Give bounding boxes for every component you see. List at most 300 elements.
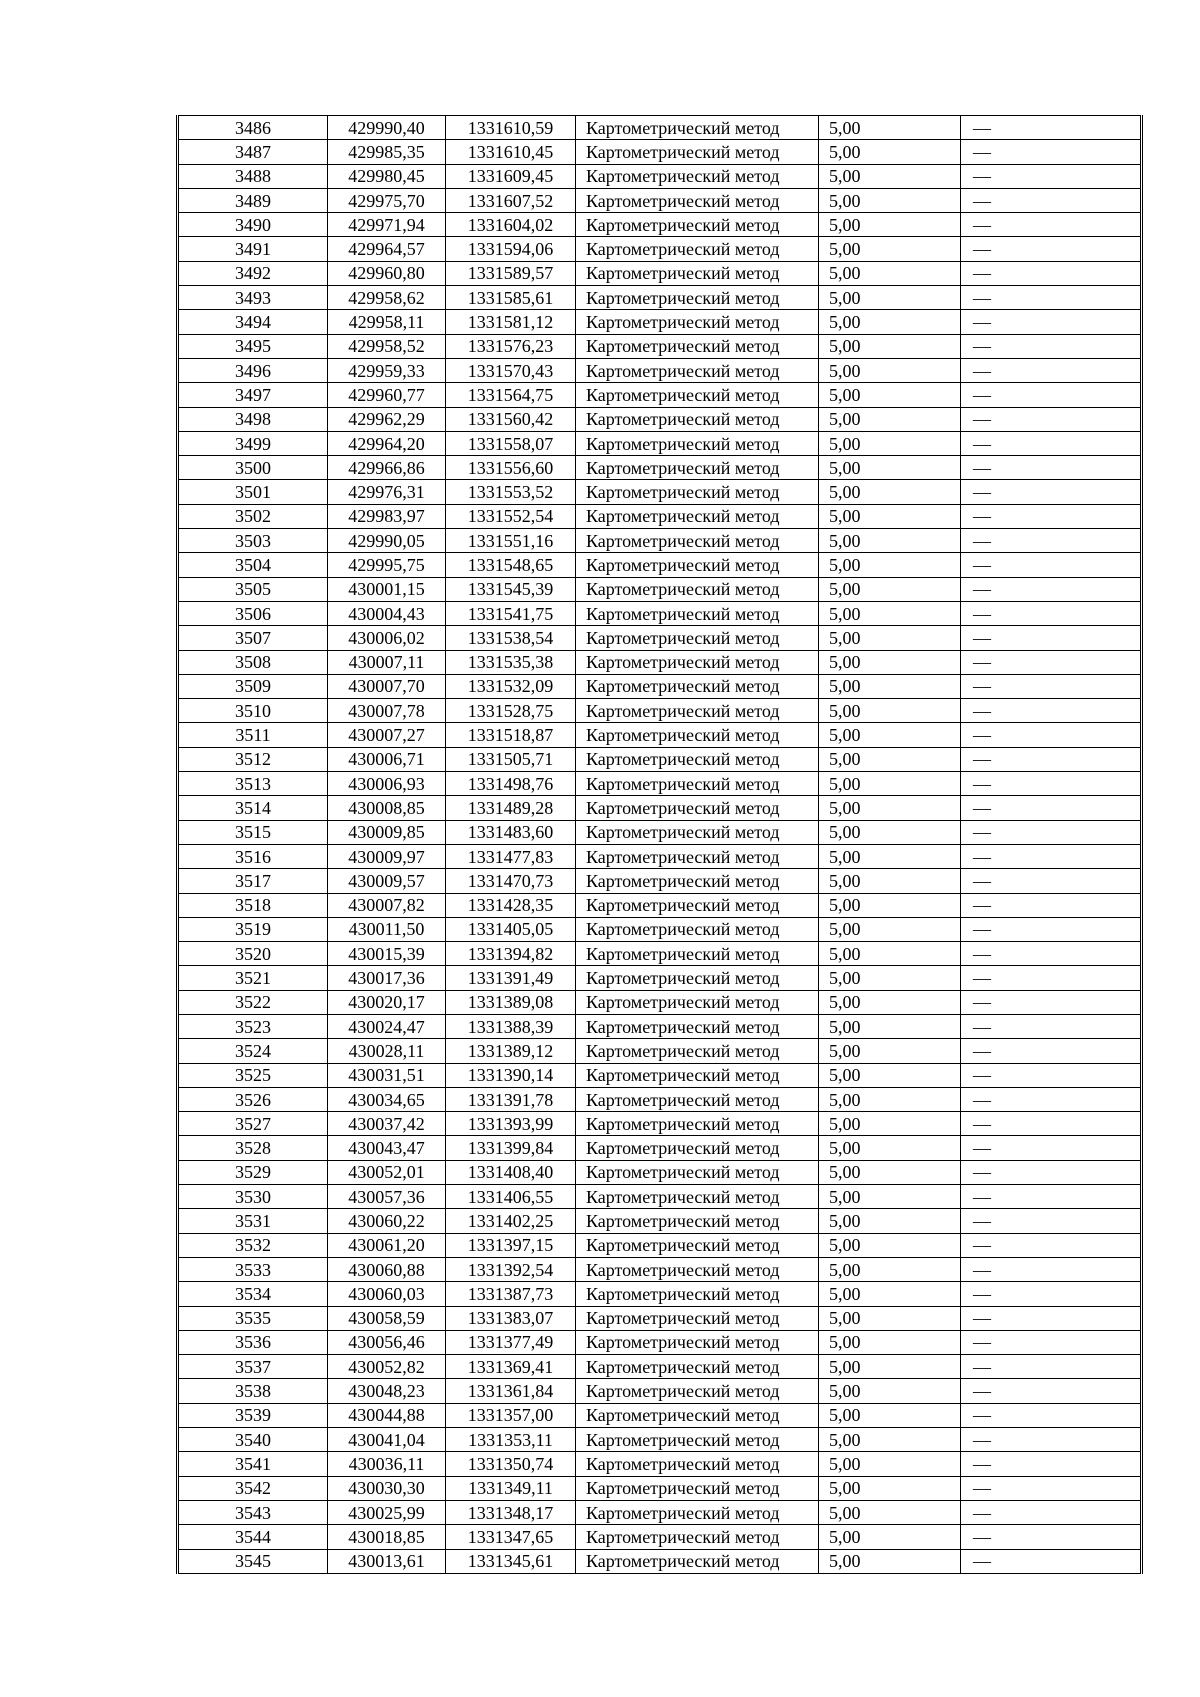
- x-coordinate-cell: 430006,71: [328, 747, 446, 771]
- description-cell: —: [961, 116, 1142, 140]
- accuracy-cell: 5,00: [819, 1452, 961, 1476]
- x-coordinate-cell: 429958,11: [328, 310, 446, 334]
- x-coordinate-cell: 430007,78: [328, 699, 446, 723]
- x-coordinate-cell: 430007,27: [328, 723, 446, 747]
- point-number-cell: 3533: [178, 1257, 328, 1281]
- method-cell: Картометрический метод: [576, 1063, 819, 1087]
- x-coordinate-cell: 430058,59: [328, 1306, 446, 1330]
- accuracy-cell: 5,00: [819, 383, 961, 407]
- x-coordinate-cell: 429958,62: [328, 286, 446, 310]
- method-cell: Картометрический метод: [576, 1039, 819, 1063]
- y-coordinate-cell: 1331391,49: [446, 966, 576, 990]
- accuracy-cell: 5,00: [819, 1233, 961, 1257]
- y-coordinate-cell: 1331470,73: [446, 869, 576, 893]
- y-coordinate-cell: 1331607,52: [446, 188, 576, 212]
- method-cell: Картометрический метод: [576, 1379, 819, 1403]
- description-cell: —: [961, 917, 1142, 941]
- accuracy-cell: 5,00: [819, 310, 961, 334]
- x-coordinate-cell: 430024,47: [328, 1014, 446, 1038]
- x-coordinate-cell: 430006,02: [328, 626, 446, 650]
- method-cell: Картометрический метод: [576, 1355, 819, 1379]
- point-number-cell: 3504: [178, 553, 328, 577]
- description-cell: —: [961, 942, 1142, 966]
- description-cell: —: [961, 1136, 1142, 1160]
- y-coordinate-cell: 1331609,45: [446, 164, 576, 188]
- description-cell: —: [961, 1014, 1142, 1038]
- method-cell: Картометрический метод: [576, 480, 819, 504]
- accuracy-cell: 5,00: [819, 1014, 961, 1038]
- y-coordinate-cell: 1331399,84: [446, 1136, 576, 1160]
- point-number-cell: 3540: [178, 1428, 328, 1452]
- y-coordinate-cell: 1331610,45: [446, 140, 576, 164]
- table-row: [178, 1549, 1142, 1573]
- y-coordinate-cell: 1331402,25: [446, 1209, 576, 1233]
- table-row: [178, 140, 1142, 164]
- y-coordinate-cell: 1331377,49: [446, 1330, 576, 1354]
- method-cell: Картометрический метод: [576, 407, 819, 431]
- x-coordinate-cell: 430007,11: [328, 650, 446, 674]
- table-row: [178, 820, 1142, 844]
- table-row: [178, 1500, 1142, 1524]
- y-coordinate-cell: 1331483,60: [446, 820, 576, 844]
- table-row: [178, 772, 1142, 796]
- accuracy-cell: 5,00: [819, 942, 961, 966]
- x-coordinate-cell: 430052,82: [328, 1355, 446, 1379]
- method-cell: Картометрический метод: [576, 844, 819, 868]
- x-coordinate-cell: 430011,50: [328, 917, 446, 941]
- accuracy-cell: 5,00: [819, 286, 961, 310]
- point-number-cell: 3508: [178, 650, 328, 674]
- y-coordinate-cell: 1331392,54: [446, 1257, 576, 1281]
- description-cell: —: [961, 164, 1142, 188]
- accuracy-cell: 5,00: [819, 334, 961, 358]
- table-row: [178, 1452, 1142, 1476]
- y-coordinate-cell: 1331357,00: [446, 1403, 576, 1427]
- method-cell: Картометрический метод: [576, 1087, 819, 1111]
- method-cell: Картометрический метод: [576, 772, 819, 796]
- accuracy-cell: 5,00: [819, 261, 961, 285]
- method-cell: Картометрический метод: [576, 1476, 819, 1500]
- table-row: [178, 1306, 1142, 1330]
- accuracy-cell: 5,00: [819, 747, 961, 771]
- x-coordinate-cell: 430009,85: [328, 820, 446, 844]
- point-number-cell: 3506: [178, 601, 328, 625]
- method-cell: Картометрический метод: [576, 577, 819, 601]
- point-number-cell: 3524: [178, 1039, 328, 1063]
- x-coordinate-cell: 430008,85: [328, 796, 446, 820]
- point-number-cell: 3496: [178, 358, 328, 382]
- description-cell: —: [961, 213, 1142, 237]
- y-coordinate-cell: 1331348,17: [446, 1500, 576, 1524]
- y-coordinate-cell: 1331387,73: [446, 1282, 576, 1306]
- accuracy-cell: 5,00: [819, 1549, 961, 1573]
- x-coordinate-cell: 430025,99: [328, 1500, 446, 1524]
- accuracy-cell: 5,00: [819, 990, 961, 1014]
- method-cell: Картометрический метод: [576, 140, 819, 164]
- y-coordinate-cell: 1331564,75: [446, 383, 576, 407]
- y-coordinate-cell: 1331541,75: [446, 601, 576, 625]
- table-row: [178, 577, 1142, 601]
- table-row: [178, 1330, 1142, 1354]
- method-cell: Картометрический метод: [576, 1209, 819, 1233]
- description-cell: —: [961, 334, 1142, 358]
- x-coordinate-cell: 429960,77: [328, 383, 446, 407]
- method-cell: Картометрический метод: [576, 529, 819, 553]
- table-row: [178, 869, 1142, 893]
- point-number-cell: 3528: [178, 1136, 328, 1160]
- point-number-cell: 3509: [178, 674, 328, 698]
- table-row: [178, 213, 1142, 237]
- accuracy-cell: 5,00: [819, 1306, 961, 1330]
- description-cell: —: [961, 893, 1142, 917]
- description-cell: —: [961, 188, 1142, 212]
- y-coordinate-cell: 1331350,74: [446, 1452, 576, 1476]
- accuracy-cell: 5,00: [819, 966, 961, 990]
- description-cell: —: [961, 553, 1142, 577]
- method-cell: Картометрический метод: [576, 650, 819, 674]
- point-number-cell: 3519: [178, 917, 328, 941]
- y-coordinate-cell: 1331548,65: [446, 553, 576, 577]
- accuracy-cell: 5,00: [819, 869, 961, 893]
- point-number-cell: 3538: [178, 1379, 328, 1403]
- accuracy-cell: 5,00: [819, 1403, 961, 1427]
- description-cell: —: [961, 1549, 1142, 1573]
- table-row: [178, 334, 1142, 358]
- description-cell: —: [961, 140, 1142, 164]
- x-coordinate-cell: 430004,43: [328, 601, 446, 625]
- accuracy-cell: 5,00: [819, 1039, 961, 1063]
- accuracy-cell: 5,00: [819, 188, 961, 212]
- x-coordinate-cell: 430028,11: [328, 1039, 446, 1063]
- method-cell: Картометрический метод: [576, 431, 819, 455]
- x-coordinate-cell: 430006,93: [328, 772, 446, 796]
- table-row: [178, 990, 1142, 1014]
- x-coordinate-cell: 430018,85: [328, 1525, 446, 1549]
- description-cell: —: [961, 1476, 1142, 1500]
- table-row: [178, 747, 1142, 771]
- accuracy-cell: 5,00: [819, 1330, 961, 1354]
- table-row: [178, 1185, 1142, 1209]
- table-row: [178, 286, 1142, 310]
- table-row: [178, 1014, 1142, 1038]
- method-cell: Картометрический метод: [576, 820, 819, 844]
- point-number-cell: 3489: [178, 188, 328, 212]
- y-coordinate-cell: 1331535,38: [446, 650, 576, 674]
- point-number-cell: 3536: [178, 1330, 328, 1354]
- method-cell: Картометрический метод: [576, 1330, 819, 1354]
- point-number-cell: 3497: [178, 383, 328, 407]
- accuracy-cell: 5,00: [819, 1087, 961, 1111]
- description-cell: —: [961, 1233, 1142, 1257]
- table-row: [178, 699, 1142, 723]
- y-coordinate-cell: 1331347,65: [446, 1525, 576, 1549]
- description-cell: —: [961, 990, 1142, 1014]
- accuracy-cell: 5,00: [819, 1063, 961, 1087]
- y-coordinate-cell: 1331408,40: [446, 1160, 576, 1184]
- table-row: [178, 237, 1142, 261]
- x-coordinate-cell: 430034,65: [328, 1087, 446, 1111]
- method-cell: Картометрический метод: [576, 942, 819, 966]
- point-number-cell: 3530: [178, 1185, 328, 1209]
- method-cell: Картометрический метод: [576, 188, 819, 212]
- table-row: [178, 893, 1142, 917]
- point-number-cell: 3539: [178, 1403, 328, 1427]
- method-cell: Картометрический метод: [576, 383, 819, 407]
- x-coordinate-cell: 429990,05: [328, 529, 446, 553]
- description-cell: —: [961, 1160, 1142, 1184]
- accuracy-cell: 5,00: [819, 1379, 961, 1403]
- method-cell: Картометрический метод: [576, 1136, 819, 1160]
- x-coordinate-cell: 430060,03: [328, 1282, 446, 1306]
- point-number-cell: 3501: [178, 480, 328, 504]
- y-coordinate-cell: 1331361,84: [446, 1379, 576, 1403]
- description-cell: —: [961, 1403, 1142, 1427]
- x-coordinate-cell: 430036,11: [328, 1452, 446, 1476]
- point-number-cell: 3542: [178, 1476, 328, 1500]
- method-cell: Картометрический метод: [576, 1185, 819, 1209]
- method-cell: Картометрический метод: [576, 334, 819, 358]
- y-coordinate-cell: 1331610,59: [446, 116, 576, 140]
- method-cell: Картометрический метод: [576, 699, 819, 723]
- table-row: [178, 844, 1142, 868]
- y-coordinate-cell: 1331551,16: [446, 529, 576, 553]
- accuracy-cell: 5,00: [819, 601, 961, 625]
- x-coordinate-cell: 430017,36: [328, 966, 446, 990]
- y-coordinate-cell: 1331570,43: [446, 358, 576, 382]
- x-coordinate-cell: 429964,57: [328, 237, 446, 261]
- coordinates-table-body: [178, 116, 1142, 1574]
- y-coordinate-cell: 1331391,78: [446, 1087, 576, 1111]
- table-row: [178, 310, 1142, 334]
- accuracy-cell: 5,00: [819, 431, 961, 455]
- point-number-cell: 3521: [178, 966, 328, 990]
- accuracy-cell: 5,00: [819, 674, 961, 698]
- table-row: [178, 1063, 1142, 1087]
- table-row: [178, 1428, 1142, 1452]
- x-coordinate-cell: 429995,75: [328, 553, 446, 577]
- point-number-cell: 3510: [178, 699, 328, 723]
- method-cell: Картометрический метод: [576, 164, 819, 188]
- description-cell: —: [961, 1185, 1142, 1209]
- method-cell: Картометрический метод: [576, 674, 819, 698]
- accuracy-cell: 5,00: [819, 1282, 961, 1306]
- point-number-cell: 3517: [178, 869, 328, 893]
- accuracy-cell: 5,00: [819, 213, 961, 237]
- table-row: [178, 383, 1142, 407]
- accuracy-cell: 5,00: [819, 820, 961, 844]
- description-cell: —: [961, 966, 1142, 990]
- accuracy-cell: 5,00: [819, 480, 961, 504]
- point-number-cell: 3487: [178, 140, 328, 164]
- description-cell: —: [961, 286, 1142, 310]
- accuracy-cell: 5,00: [819, 140, 961, 164]
- point-number-cell: 3491: [178, 237, 328, 261]
- x-coordinate-cell: 429966,86: [328, 456, 446, 480]
- x-coordinate-cell: 429964,20: [328, 431, 446, 455]
- y-coordinate-cell: 1331406,55: [446, 1185, 576, 1209]
- y-coordinate-cell: 1331589,57: [446, 261, 576, 285]
- description-cell: —: [961, 1039, 1142, 1063]
- accuracy-cell: 5,00: [819, 1500, 961, 1524]
- accuracy-cell: 5,00: [819, 1136, 961, 1160]
- point-number-cell: 3529: [178, 1160, 328, 1184]
- point-number-cell: 3505: [178, 577, 328, 601]
- point-number-cell: 3543: [178, 1500, 328, 1524]
- point-number-cell: 3488: [178, 164, 328, 188]
- table-row: [178, 917, 1142, 941]
- table-row: [178, 1257, 1142, 1281]
- point-number-cell: 3495: [178, 334, 328, 358]
- x-coordinate-cell: 430044,88: [328, 1403, 446, 1427]
- table-row: [178, 164, 1142, 188]
- table-row: [178, 1525, 1142, 1549]
- table-row: [178, 504, 1142, 528]
- table-row: [178, 650, 1142, 674]
- y-coordinate-cell: 1331528,75: [446, 699, 576, 723]
- x-coordinate-cell: 430056,46: [328, 1330, 446, 1354]
- method-cell: Картометрический метод: [576, 1160, 819, 1184]
- description-cell: —: [961, 723, 1142, 747]
- point-number-cell: 3537: [178, 1355, 328, 1379]
- y-coordinate-cell: 1331545,39: [446, 577, 576, 601]
- method-cell: Картометрический метод: [576, 213, 819, 237]
- method-cell: Картометрический метод: [576, 796, 819, 820]
- table-row: [178, 942, 1142, 966]
- y-coordinate-cell: 1331604,02: [446, 213, 576, 237]
- accuracy-cell: 5,00: [819, 1257, 961, 1281]
- x-coordinate-cell: 430041,04: [328, 1428, 446, 1452]
- table-row: [178, 1209, 1142, 1233]
- y-coordinate-cell: 1331489,28: [446, 796, 576, 820]
- description-cell: —: [961, 1087, 1142, 1111]
- x-coordinate-cell: 429962,29: [328, 407, 446, 431]
- method-cell: Картометрический метод: [576, 1112, 819, 1136]
- description-cell: —: [961, 820, 1142, 844]
- method-cell: Картометрический метод: [576, 286, 819, 310]
- y-coordinate-cell: 1331394,82: [446, 942, 576, 966]
- point-number-cell: 3493: [178, 286, 328, 310]
- point-number-cell: 3531: [178, 1209, 328, 1233]
- method-cell: Картометрический метод: [576, 1452, 819, 1476]
- accuracy-cell: 5,00: [819, 1428, 961, 1452]
- y-coordinate-cell: 1331393,99: [446, 1112, 576, 1136]
- table-row: [178, 796, 1142, 820]
- table-row: [178, 674, 1142, 698]
- accuracy-cell: 5,00: [819, 723, 961, 747]
- x-coordinate-cell: 430009,57: [328, 869, 446, 893]
- description-cell: —: [961, 772, 1142, 796]
- point-number-cell: 3492: [178, 261, 328, 285]
- point-number-cell: 3513: [178, 772, 328, 796]
- point-number-cell: 3527: [178, 1112, 328, 1136]
- description-cell: —: [961, 699, 1142, 723]
- description-cell: —: [961, 747, 1142, 771]
- x-coordinate-cell: 430007,82: [328, 893, 446, 917]
- method-cell: Картометрический метод: [576, 261, 819, 285]
- description-cell: —: [961, 1330, 1142, 1354]
- point-number-cell: 3515: [178, 820, 328, 844]
- accuracy-cell: 5,00: [819, 1476, 961, 1500]
- description-cell: —: [961, 869, 1142, 893]
- description-cell: —: [961, 431, 1142, 455]
- accuracy-cell: 5,00: [819, 1525, 961, 1549]
- description-cell: —: [961, 504, 1142, 528]
- method-cell: Картометрический метод: [576, 893, 819, 917]
- method-cell: Картометрический метод: [576, 504, 819, 528]
- method-cell: Картометрический метод: [576, 747, 819, 771]
- x-coordinate-cell: 430031,51: [328, 1063, 446, 1087]
- x-coordinate-cell: 429976,31: [328, 480, 446, 504]
- method-cell: Картометрический метод: [576, 1233, 819, 1257]
- method-cell: Картометрический метод: [576, 1306, 819, 1330]
- point-number-cell: 3512: [178, 747, 328, 771]
- point-number-cell: 3503: [178, 529, 328, 553]
- accuracy-cell: 5,00: [819, 796, 961, 820]
- description-cell: —: [961, 626, 1142, 650]
- description-cell: —: [961, 601, 1142, 625]
- accuracy-cell: 5,00: [819, 237, 961, 261]
- x-coordinate-cell: 430060,88: [328, 1257, 446, 1281]
- method-cell: Картометрический метод: [576, 1428, 819, 1452]
- table-row: [178, 261, 1142, 285]
- x-coordinate-cell: 430030,30: [328, 1476, 446, 1500]
- description-cell: —: [961, 407, 1142, 431]
- description-cell: —: [961, 844, 1142, 868]
- point-number-cell: 3502: [178, 504, 328, 528]
- accuracy-cell: 5,00: [819, 164, 961, 188]
- x-coordinate-cell: 429983,97: [328, 504, 446, 528]
- point-number-cell: 3544: [178, 1525, 328, 1549]
- x-coordinate-cell: 430013,61: [328, 1549, 446, 1573]
- description-cell: —: [961, 1112, 1142, 1136]
- y-coordinate-cell: 1331405,05: [446, 917, 576, 941]
- table-row: [178, 1476, 1142, 1500]
- x-coordinate-cell: 430057,36: [328, 1185, 446, 1209]
- x-coordinate-cell: 430061,20: [328, 1233, 446, 1257]
- table-row: [178, 626, 1142, 650]
- accuracy-cell: 5,00: [819, 1355, 961, 1379]
- point-number-cell: 3545: [178, 1549, 328, 1573]
- description-cell: —: [961, 674, 1142, 698]
- accuracy-cell: 5,00: [819, 772, 961, 796]
- table-row: [178, 1112, 1142, 1136]
- method-cell: Картометрический метод: [576, 1525, 819, 1549]
- x-coordinate-cell: 429980,45: [328, 164, 446, 188]
- method-cell: Картометрический метод: [576, 116, 819, 140]
- point-number-cell: 3526: [178, 1087, 328, 1111]
- table-row: [178, 1136, 1142, 1160]
- description-cell: —: [961, 1428, 1142, 1452]
- point-number-cell: 3520: [178, 942, 328, 966]
- point-number-cell: 3523: [178, 1014, 328, 1038]
- accuracy-cell: 5,00: [819, 1185, 961, 1209]
- x-coordinate-cell: 430052,01: [328, 1160, 446, 1184]
- y-coordinate-cell: 1331552,54: [446, 504, 576, 528]
- table-row: [178, 601, 1142, 625]
- accuracy-cell: 5,00: [819, 529, 961, 553]
- x-coordinate-cell: 430007,70: [328, 674, 446, 698]
- accuracy-cell: 5,00: [819, 407, 961, 431]
- method-cell: Картометрический метод: [576, 1014, 819, 1038]
- y-coordinate-cell: 1331576,23: [446, 334, 576, 358]
- table-row: [178, 1233, 1142, 1257]
- description-cell: —: [961, 1306, 1142, 1330]
- method-cell: Картометрический метод: [576, 358, 819, 382]
- x-coordinate-cell: 430043,47: [328, 1136, 446, 1160]
- accuracy-cell: 5,00: [819, 1112, 961, 1136]
- description-cell: —: [961, 456, 1142, 480]
- description-cell: —: [961, 310, 1142, 334]
